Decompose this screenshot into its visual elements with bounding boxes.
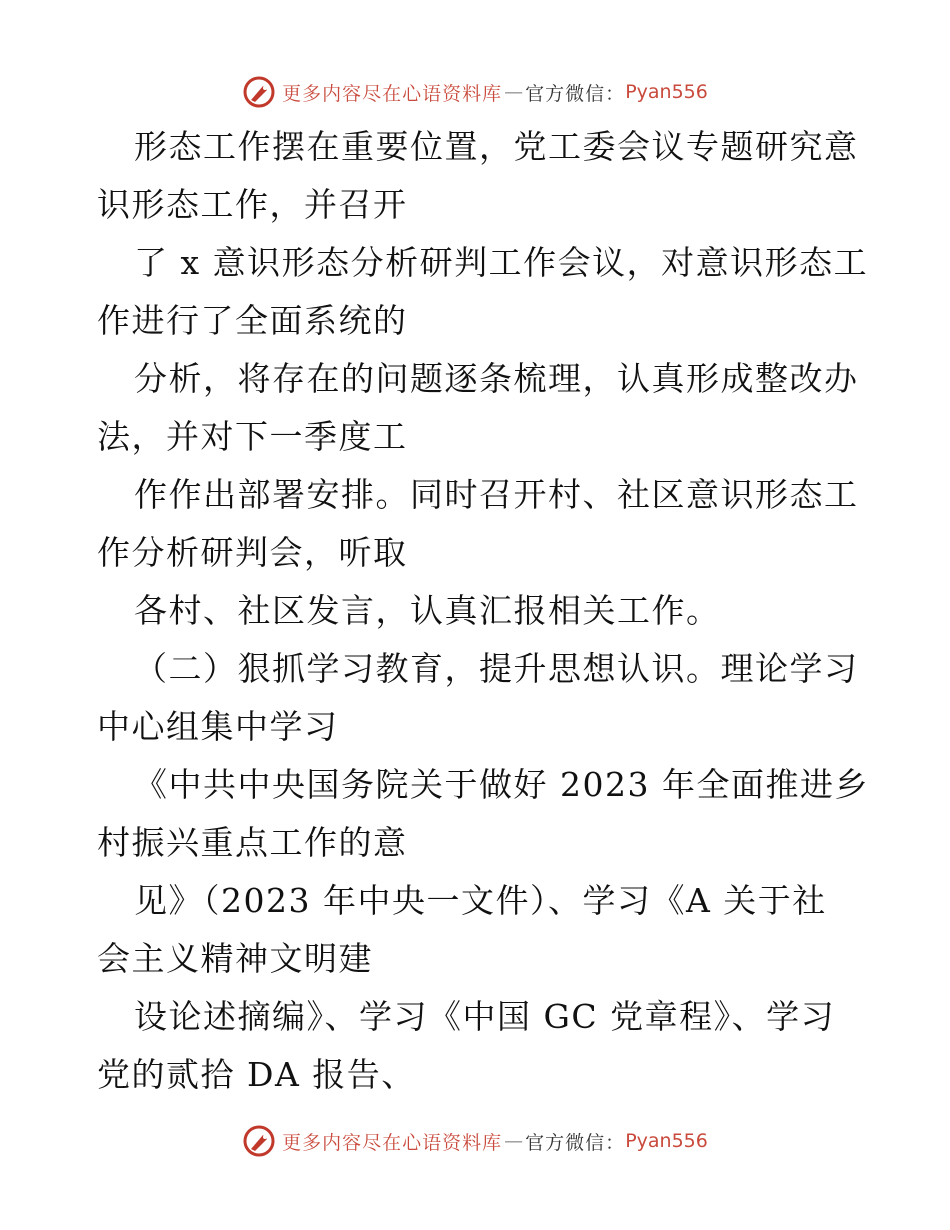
text-line: 中心组集中学习 <box>97 707 339 746</box>
document-body <box>97 118 869 1104</box>
text-line: （二）狠抓学习教育，提升思想认识。理论学习 <box>134 649 859 688</box>
pen-nib-icon <box>242 1124 276 1158</box>
text-line: 分析，将存在的问题逐条梳理，认真形成整改办 <box>134 359 859 398</box>
text-line: 党的贰拾 DA 报告、 <box>97 1055 416 1094</box>
text-line: 形态工作摆在重要位置，党工委会议专题研究意 <box>134 127 859 166</box>
watermark-dash: — <box>504 81 524 103</box>
text-line: 法，并对下一季度工 <box>97 417 408 456</box>
watermark-text: 更多内容尽在心语资料库 <box>282 82 503 105</box>
watermark-dash: — <box>504 1130 524 1152</box>
text-line: 见》（2023 年中央一文件）、学习《A 关于社 <box>134 881 827 920</box>
text-line: 各村、社区发言，认真汇报相关工作。 <box>134 591 721 630</box>
text-line: 了 x 意识形态分析研判工作会议，对意识形态工 <box>134 243 869 282</box>
text-line: 作进行了全面系统的 <box>97 301 408 340</box>
text-line: 会主义精神文明建 <box>97 939 373 978</box>
watermark-wechat-label: 官方微信： <box>525 82 626 105</box>
text-line: 《中共中央国务院关于做好 2023 年全面推进乡 <box>134 765 869 804</box>
text-line: 作作出部署安排。同时召开村、社区意识形态工 <box>134 475 859 514</box>
text-line: 村振兴重点工作的意 <box>97 823 408 862</box>
pen-nib-icon <box>242 75 276 109</box>
watermark-wechat-id: Pyan556 <box>625 81 708 103</box>
header-watermark <box>0 72 950 112</box>
watermark-text: 更多内容尽在心语资料库 <box>282 1131 503 1154</box>
text-line: 作分析研判会，听取 <box>97 533 408 572</box>
watermark-wechat-id: Pyan556 <box>625 1130 708 1152</box>
text-line: 设论述摘编》、学习《中国 GC 党章程》、学习 <box>134 997 836 1036</box>
footer-watermark <box>0 1121 950 1161</box>
watermark-wechat-label: 官方微信： <box>525 1131 626 1154</box>
text-line: 识形态工作，并召开 <box>97 185 408 224</box>
